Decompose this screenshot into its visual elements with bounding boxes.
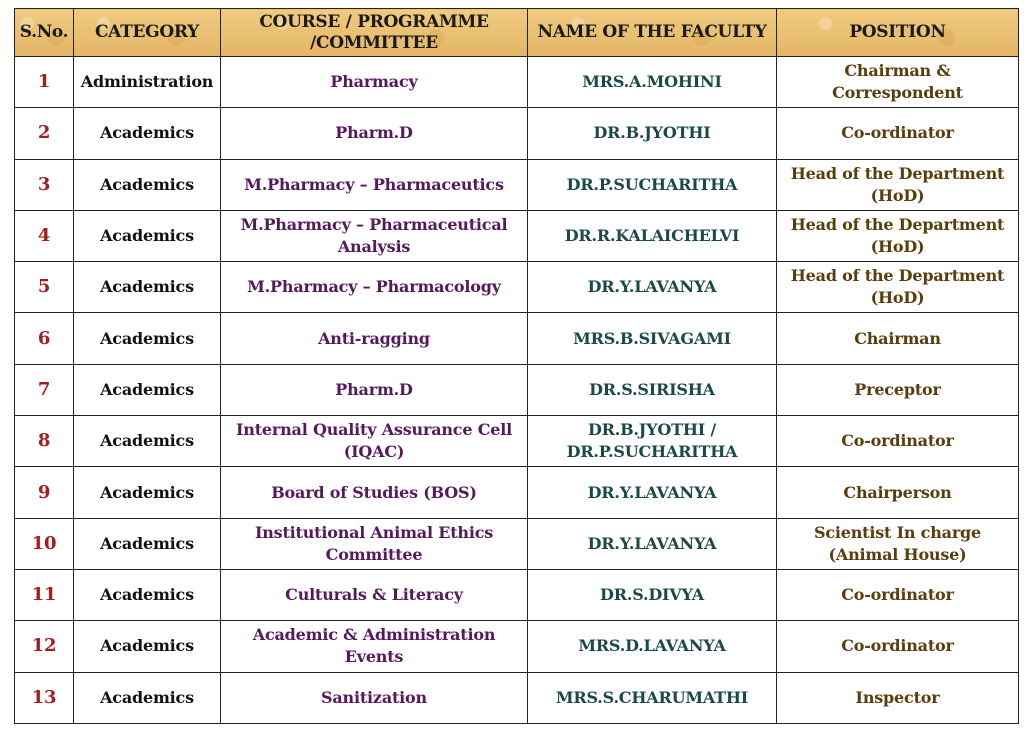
cell-category: Academics	[74, 108, 221, 159]
cell-course: M.Pharmacy – Pharmaceutical Analysis	[221, 210, 528, 261]
cell-course: Internal Quality Assurance Cell (IQAC)	[221, 416, 528, 467]
table-body	[15, 57, 1019, 724]
table-row	[15, 108, 1019, 159]
cell-sno: 11	[15, 569, 74, 620]
cell-course: Pharm.D	[221, 108, 528, 159]
cell-sno: 13	[15, 672, 74, 723]
table-row	[15, 416, 1019, 467]
cell-category: Academics	[74, 262, 221, 313]
cell-position: Co-ordinator	[777, 416, 1019, 467]
cell-sno: 4	[15, 210, 74, 261]
cell-category: Administration	[74, 57, 221, 108]
cell-faculty: MRS.D.LAVANYA	[528, 621, 777, 672]
cell-position: Co-ordinator	[777, 569, 1019, 620]
cell-faculty: DR.S.SIRISHA	[528, 364, 777, 415]
cell-faculty: DR.R.KALAICHELVI	[528, 210, 777, 261]
cell-course: Culturals & Literacy	[221, 569, 528, 620]
cell-position: Head of the Department (HoD)	[777, 159, 1019, 210]
cell-sno: 8	[15, 416, 74, 467]
cell-sno: 6	[15, 313, 74, 364]
cell-position: Chairman & Correspondent	[777, 57, 1019, 108]
cell-faculty: DR.B.JYOTHI / DR.P.SUCHARITHA	[528, 416, 777, 467]
table-row	[15, 569, 1019, 620]
table-row	[15, 262, 1019, 313]
cell-category: Academics	[74, 364, 221, 415]
cell-category: Academics	[74, 210, 221, 261]
cell-position: Chairman	[777, 313, 1019, 364]
cell-sno: 3	[15, 159, 74, 210]
faculty-assignments-table	[14, 8, 1019, 724]
cell-course: M.Pharmacy – Pharmaceutics	[221, 159, 528, 210]
cell-course: Pharm.D	[221, 364, 528, 415]
cell-category: Academics	[74, 672, 221, 723]
cell-position: Head of the Department (HoD)	[777, 262, 1019, 313]
cell-faculty: MRS.B.SIVAGAMI	[528, 313, 777, 364]
table-row	[15, 621, 1019, 672]
header-category: CATEGORY	[74, 9, 221, 57]
cell-position: Co-ordinator	[777, 108, 1019, 159]
cell-category: Academics	[74, 569, 221, 620]
table-row	[15, 159, 1019, 210]
table-row	[15, 364, 1019, 415]
header-sno: S.No.	[15, 9, 74, 57]
cell-sno: 7	[15, 364, 74, 415]
header-faculty: NAME OF THE FACULTY	[528, 9, 777, 57]
cell-faculty: DR.Y.LAVANYA	[528, 518, 777, 569]
cell-sno: 10	[15, 518, 74, 569]
cell-faculty: DR.S.DIVYA	[528, 569, 777, 620]
cell-sno: 1	[15, 57, 74, 108]
cell-category: Academics	[74, 518, 221, 569]
cell-faculty: DR.Y.LAVANYA	[528, 467, 777, 518]
table-row	[15, 518, 1019, 569]
table-row	[15, 210, 1019, 261]
cell-category: Academics	[74, 467, 221, 518]
cell-course: Institutional Animal Ethics Committee	[221, 518, 528, 569]
table-row	[15, 467, 1019, 518]
cell-category: Academics	[74, 621, 221, 672]
cell-course: Board of Studies (BOS)	[221, 467, 528, 518]
cell-category: Academics	[74, 313, 221, 364]
table-row	[15, 672, 1019, 723]
cell-position: Scientist In charge (Animal House)	[777, 518, 1019, 569]
cell-course: M.Pharmacy – Pharmacology	[221, 262, 528, 313]
cell-course: Pharmacy	[221, 57, 528, 108]
table-header-row	[15, 9, 1019, 57]
cell-faculty: DR.P.SUCHARITHA	[528, 159, 777, 210]
table-row	[15, 57, 1019, 108]
cell-faculty: DR.Y.LAVANYA	[528, 262, 777, 313]
cell-faculty: MRS.S.CHARUMATHI	[528, 672, 777, 723]
cell-position: Inspector	[777, 672, 1019, 723]
cell-sno: 12	[15, 621, 74, 672]
cell-sno: 2	[15, 108, 74, 159]
cell-category: Academics	[74, 416, 221, 467]
cell-sno: 5	[15, 262, 74, 313]
cell-position: Preceptor	[777, 364, 1019, 415]
table-row	[15, 313, 1019, 364]
cell-course: Anti-ragging	[221, 313, 528, 364]
header-position: POSITION	[777, 9, 1019, 57]
faculty-table-container	[14, 8, 1019, 724]
cell-sno: 9	[15, 467, 74, 518]
cell-faculty: DR.B.JYOTHI	[528, 108, 777, 159]
cell-position: Head of the Department (HoD)	[777, 210, 1019, 261]
cell-course: Sanitization	[221, 672, 528, 723]
cell-category: Academics	[74, 159, 221, 210]
cell-position: Chairperson	[777, 467, 1019, 518]
cell-course: Academic & Administration Events	[221, 621, 528, 672]
cell-position: Co-ordinator	[777, 621, 1019, 672]
cell-faculty: MRS.A.MOHINI	[528, 57, 777, 108]
header-course: COURSE / PROGRAMME /COMMITTEE	[221, 9, 528, 57]
